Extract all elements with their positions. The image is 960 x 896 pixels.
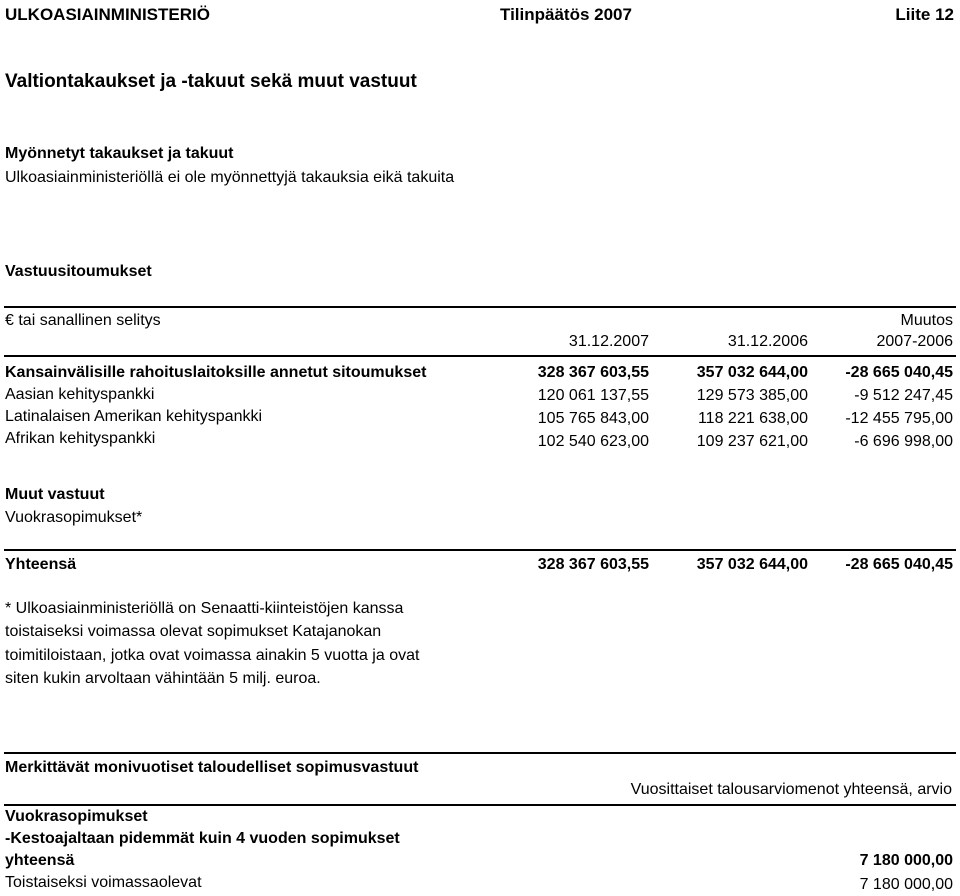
- guarantees-heading: Myönnetyt takaukset ja takuut: [5, 145, 234, 162]
- page-title: Valtiontakaukset ja -takuut sekä muut vastuut: [5, 71, 417, 92]
- multiyear-top-rule: [4, 752, 956, 754]
- total-value-2006: 357 032 644,00: [696, 556, 808, 573]
- multiyear-total-label: yhteensä: [5, 852, 75, 869]
- column-change-bottom: 2007-2006: [876, 333, 953, 350]
- row-value-2006: 109 237 621,00: [696, 433, 808, 450]
- row-value-change: -6 696 998,00: [854, 433, 953, 450]
- row-label: Latinalaisen Amerikan kehityspankki: [5, 408, 263, 425]
- guarantees-text: Ulkoasiainministeriöllä ei ole myönnettyjä takauksia eikä takuita: [5, 169, 455, 186]
- footnote-line: toistaiseksi voimassa olevat sopimukset Katajanokan: [5, 623, 382, 640]
- multiyear-total-value: 7 180 000,00: [859, 852, 953, 869]
- total-top-rule: [4, 549, 956, 551]
- footnote-line: toimitiloistaan, jotka ovat voimassa ainakin 5 vuotta ja ovat: [5, 647, 420, 664]
- row-value-change: -9 512 247,45: [854, 387, 953, 404]
- row-value-2007: 328 367 603,55: [537, 364, 649, 381]
- total-value-change: -28 665 040,45: [845, 556, 953, 573]
- row-value-2007: 120 061 137,55: [537, 387, 649, 404]
- org-name: ULKOASIAINMINISTERIÖ: [5, 5, 210, 24]
- multiyear-column-header: Vuosittaiset talousarviomenot yhteensä, arvio: [630, 781, 952, 798]
- multiyear-header-rule: [4, 804, 956, 806]
- row-label: Afrikan kehityspankki: [5, 430, 156, 447]
- leases-item: Vuokrasopimukset*: [5, 509, 143, 526]
- multiyear-item-label: Toistaiseksi voimassaolevat: [5, 874, 202, 891]
- other-liabilities-heading: Muut vastuut: [5, 486, 105, 503]
- row-label: Kansainvälisille rahoituslaitoksille annetut sitoumukset: [5, 364, 427, 381]
- row-value-2006: 118 221 638,00: [697, 410, 808, 427]
- column-2007: 31.12.2007: [568, 333, 649, 350]
- row-value-change: -28 665 040,45: [845, 364, 953, 381]
- commitments-heading: Vastuusitoumukset: [5, 263, 152, 280]
- multiyear-item-value: 7 180 000,00: [859, 876, 953, 893]
- table-top-rule: [4, 306, 956, 308]
- row-value-change: -12 455 795,00: [845, 410, 953, 427]
- column-2006: 31.12.2006: [727, 333, 808, 350]
- total-label: Yhteensä: [5, 556, 77, 573]
- row-label: Aasian kehityspankki: [5, 386, 155, 403]
- report-title: Tilinpäätös 2007: [500, 5, 632, 24]
- long-term-heading: -Kestoajaltaan pidemmät kuin 4 vuoden sopimukset: [5, 830, 400, 847]
- footnote-line: siten kukin arvoltaan vähintään 5 milj. euroa.: [5, 670, 321, 687]
- footnote-line: * Ulkoasiainministeriöllä on Senaatti-kiinteistöjen kanssa: [5, 600, 404, 617]
- appendix-label: Liite 12: [895, 5, 954, 24]
- row-value-2006: 129 573 385,00: [696, 387, 808, 404]
- leases-heading: Vuokrasopimukset: [5, 808, 148, 825]
- total-value-2007: 328 367 603,55: [537, 556, 649, 573]
- multiyear-heading: Merkittävät monivuotiset taloudelliset sopimusvastuut: [5, 759, 419, 776]
- table-header-rule: [4, 355, 956, 357]
- row-value-2007: 102 540 623,00: [537, 433, 649, 450]
- column-change-top: Muutos: [900, 312, 953, 329]
- currency-label: € tai sanallinen selitys: [5, 312, 161, 329]
- row-value-2007: 105 765 843,00: [537, 410, 649, 427]
- row-value-2006: 357 032 644,00: [696, 364, 808, 381]
